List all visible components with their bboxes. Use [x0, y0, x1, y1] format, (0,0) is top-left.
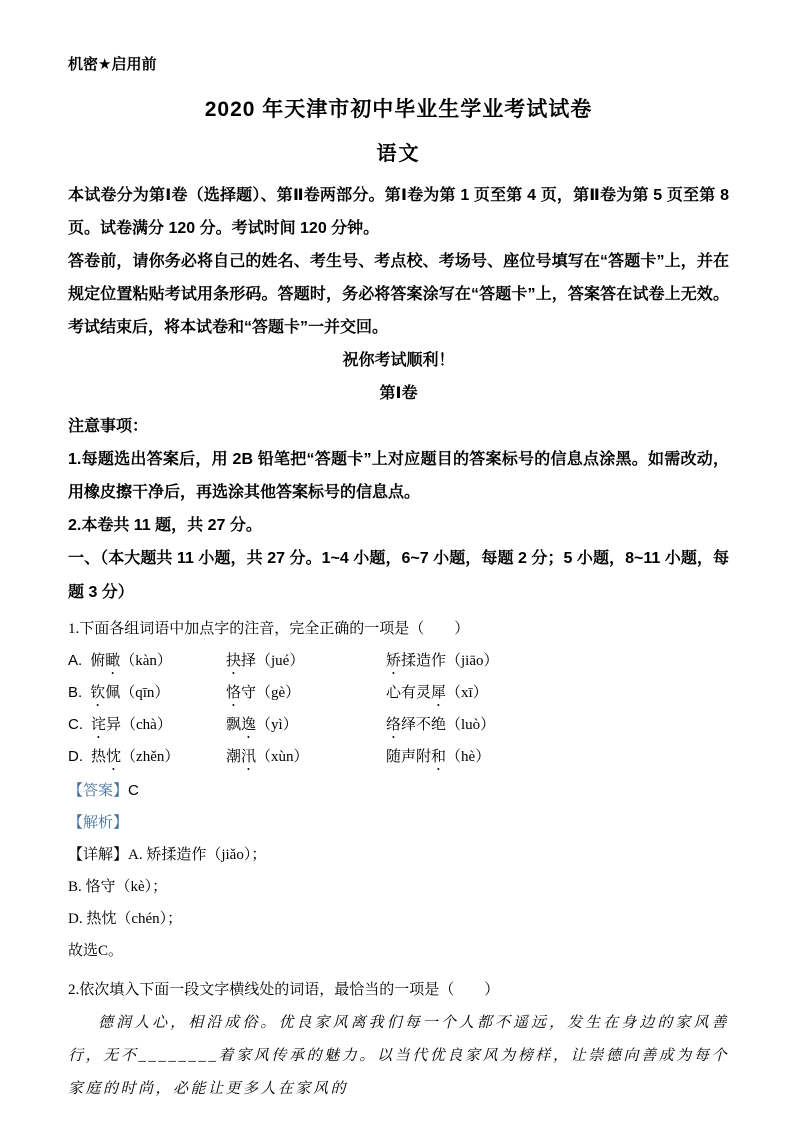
option-term: 抉择（jué） — [226, 652, 305, 669]
option-term: 随声附和（hè） — [386, 748, 491, 765]
analysis-marker: 【解析】 — [68, 815, 129, 831]
option-term: 矫揉造作（jiāo） — [386, 652, 499, 669]
exam-instructions — [68, 179, 729, 344]
option-term: 络绎不绝（luò） — [386, 716, 496, 733]
option-term: 钦佩（qīn） — [90, 684, 170, 701]
detail-line-a — [68, 839, 729, 871]
detail-marker: 【详解】 — [68, 847, 129, 863]
detail-line-b: B. 恪守（kè）； — [68, 879, 168, 895]
analysis-line — [68, 807, 729, 839]
note-item-1: 1.每题选出答案后，用 2B 铅笔把“答题卡”上对应题目的答案标号的信息点涂黑。如需改动，用橡皮擦干净后，再选涂其他答案标号的信息点。 — [68, 451, 729, 501]
instructions-paragraph-2: 答卷前，请你务必将自己的姓名、考生号、考点校、考场号、座位号填写在“答题卡”上，并在规定位置粘贴考试用条形码。答题时，务必将答案涂写在“答题卡”上，答案答在试卷上无效。考试结束后，将本试卷和“答题卡”一并交回。 — [68, 253, 729, 336]
exam-title: 2020 年天津市初中毕业生学业考试试卷 — [204, 98, 593, 121]
option-term: 热忱（zhěn） — [91, 748, 180, 765]
section-1-title: 第Ⅰ卷 — [379, 385, 418, 402]
note-item-2: 2.本卷共 11 题，共 27 分。 — [68, 517, 262, 534]
option-row-c — [68, 711, 729, 743]
option-term: 飘逸（yì） — [226, 716, 298, 733]
answer-value: C — [128, 782, 139, 799]
option-row-b — [68, 679, 729, 711]
question-1-options — [68, 647, 729, 775]
subject-title: 语文 — [376, 143, 421, 165]
option-row-d — [68, 743, 729, 775]
option-term: 恪守（gè） — [226, 684, 301, 701]
option-label-a: A. — [68, 651, 83, 669]
classification-label: 机密★启用前 — [68, 56, 157, 73]
answer-marker: 【答案】 — [68, 783, 129, 799]
option-row-a — [68, 647, 729, 679]
detail-line-d: D. 热忱（chén）； — [68, 911, 183, 927]
part-one-heading: 一、（本大题共 11 小题，共 27 分。1~4 小题，6~7 小题，每题 2 分；5 小题，8~11 小题，每题 3 分） — [68, 550, 729, 601]
option-label-b: B. — [68, 683, 83, 701]
exam-wish: 祝你考试顺利！ — [342, 352, 455, 369]
instructions-paragraph-1: 本试卷分为第Ⅰ卷（选择题）、第Ⅱ卷两部分。第Ⅰ卷为第 1 页至第 4 页，第Ⅱ卷为第 5 页至第 8 页。试卷满分 120 分。考试时间 120 分钟。 — [68, 187, 729, 237]
question-1-stem: 1.下面各组词语中加点字的注音，完全正确的一项是（ ） — [68, 621, 470, 637]
detail-text: A. 矫揉造作（jiǎo）； — [128, 847, 267, 863]
option-term: 诧异（chà） — [91, 716, 172, 733]
option-term: 俯瞰（kàn） — [90, 652, 172, 669]
option-term: 心有灵犀（xī） — [386, 684, 488, 701]
option-label-d: D. — [68, 747, 83, 765]
question-2-stem: 2.依次填入下面一段文字横线处的词语，最恰当的一项是（ ） — [68, 982, 500, 998]
question-2-passage: 德润人心，相沿成俗。优良家风离我们每一个人都不遥远，发生在身边的家风善行，无不________着家风传承的魅力。以当代优良家风为榜样，让崇德向善成为每个家庭的时尚，必能让更多人在家风的 — [68, 1015, 729, 1097]
conclusion-line: 故选C。 — [68, 943, 124, 959]
option-term: 潮汛（xùn） — [226, 748, 309, 765]
notes-title: 注意事项： — [68, 418, 149, 435]
option-label-c: C. — [68, 715, 83, 733]
answer-line — [68, 775, 729, 807]
